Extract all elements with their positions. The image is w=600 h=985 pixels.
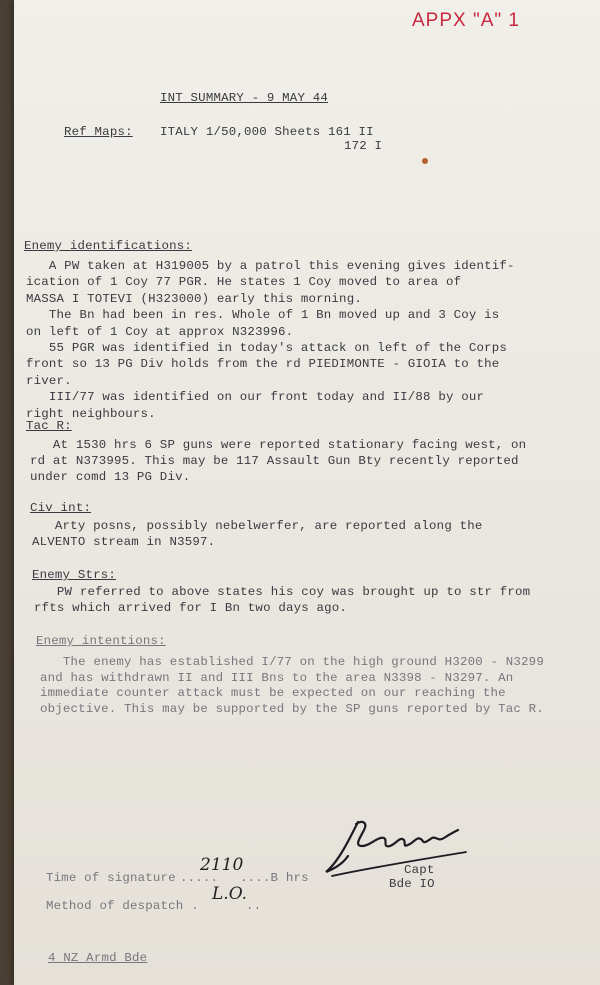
method-of-despatch-label: Method of despatch . (46, 899, 199, 913)
section-line: ication of 1 Coy 77 PGR. He states 1 Coy moved to area of (26, 275, 462, 290)
section-line: Arty posns, possibly nebelwerfer, are reported along the (32, 519, 483, 533)
section-line: river. (26, 373, 72, 388)
appendix-annotation: APPX "A" 1 (412, 10, 520, 31)
ink-dot (422, 158, 428, 164)
ref-maps-label: Ref Maps: (64, 125, 133, 139)
signatory-rank: Capt (404, 863, 435, 877)
ref-maps-line1: ITALY 1/50,000 Sheets 161 II (160, 125, 374, 139)
section-line: rd at N373995. This may be 117 Assault Gun Bty recently reported (30, 454, 519, 468)
section-heading-civ-int: Civ int: (30, 501, 92, 515)
section-line: III/77 was identified on our front today and II/88 by our (26, 390, 485, 405)
time-of-signature-value: 2110 (200, 855, 244, 875)
ref-maps-line2: 172 I (344, 139, 383, 153)
section-line: ALVENTO stream in N3597. (32, 535, 216, 549)
method-of-despatch-value: L.O. (212, 884, 248, 904)
section-line: At 1530 hrs 6 SP guns were reported stationary facing west, on (30, 438, 527, 452)
section-line: on left of 1 Coy at approx N323996. (26, 324, 294, 339)
time-suffix: ....B hrs (240, 871, 309, 885)
section-line: under comd 13 PG Div. (30, 470, 191, 484)
section-line: PW referred to above states his coy was brought up to str from (34, 585, 531, 599)
document-page (14, 0, 600, 985)
time-of-signature-label: Time of signature (46, 871, 176, 885)
time-dots: ..... (180, 871, 219, 885)
method-suffix: .. (246, 899, 262, 913)
footer-unit: 4 NZ Armd Bde (48, 951, 148, 965)
section-heading-enemy-intentions: Enemy intentions: (36, 634, 166, 648)
section-line: The enemy has established I/77 on the high ground H3200 - N3299 (40, 655, 544, 669)
section-line: MASSA I TOTEVI (H323000) early this morning. (26, 291, 362, 306)
section-heading-enemy-strs: Enemy Strs: (32, 568, 116, 582)
section-line: rfts which arrived for I Bn two days ago. (34, 601, 348, 615)
section-line: A PW taken at H319005 by a patrol this evening gives identif- (26, 259, 515, 273)
section-heading-tac-r: Tac R: (26, 419, 72, 433)
page-title: INT SUMMARY - 9 MAY 44 (160, 91, 328, 105)
signature (318, 812, 468, 882)
section-line: 55 PGR was identified in today's attack on left of the Corps (26, 341, 508, 355)
section-heading-enemy-identifications: Enemy identifications: (24, 239, 192, 253)
section-line: The Bn had been in res. Whole of 1 Bn moved up and 3 Coy is (26, 308, 500, 323)
section-line: immediate counter attack must be expected on our reaching the (40, 686, 506, 701)
section-line: and has withdrawn II and III Bns to the area N3398 - N3297. An (40, 670, 514, 685)
section-line: objective. This may be supported by the SP guns reported by Tac R. (40, 701, 544, 716)
section-line: front so 13 PG Div holds from the rd PIEDIMONTE - GIOIA to the (26, 357, 500, 372)
section-line: right neighbours. (26, 406, 156, 421)
signatory-appointment: Bde IO (389, 877, 435, 891)
